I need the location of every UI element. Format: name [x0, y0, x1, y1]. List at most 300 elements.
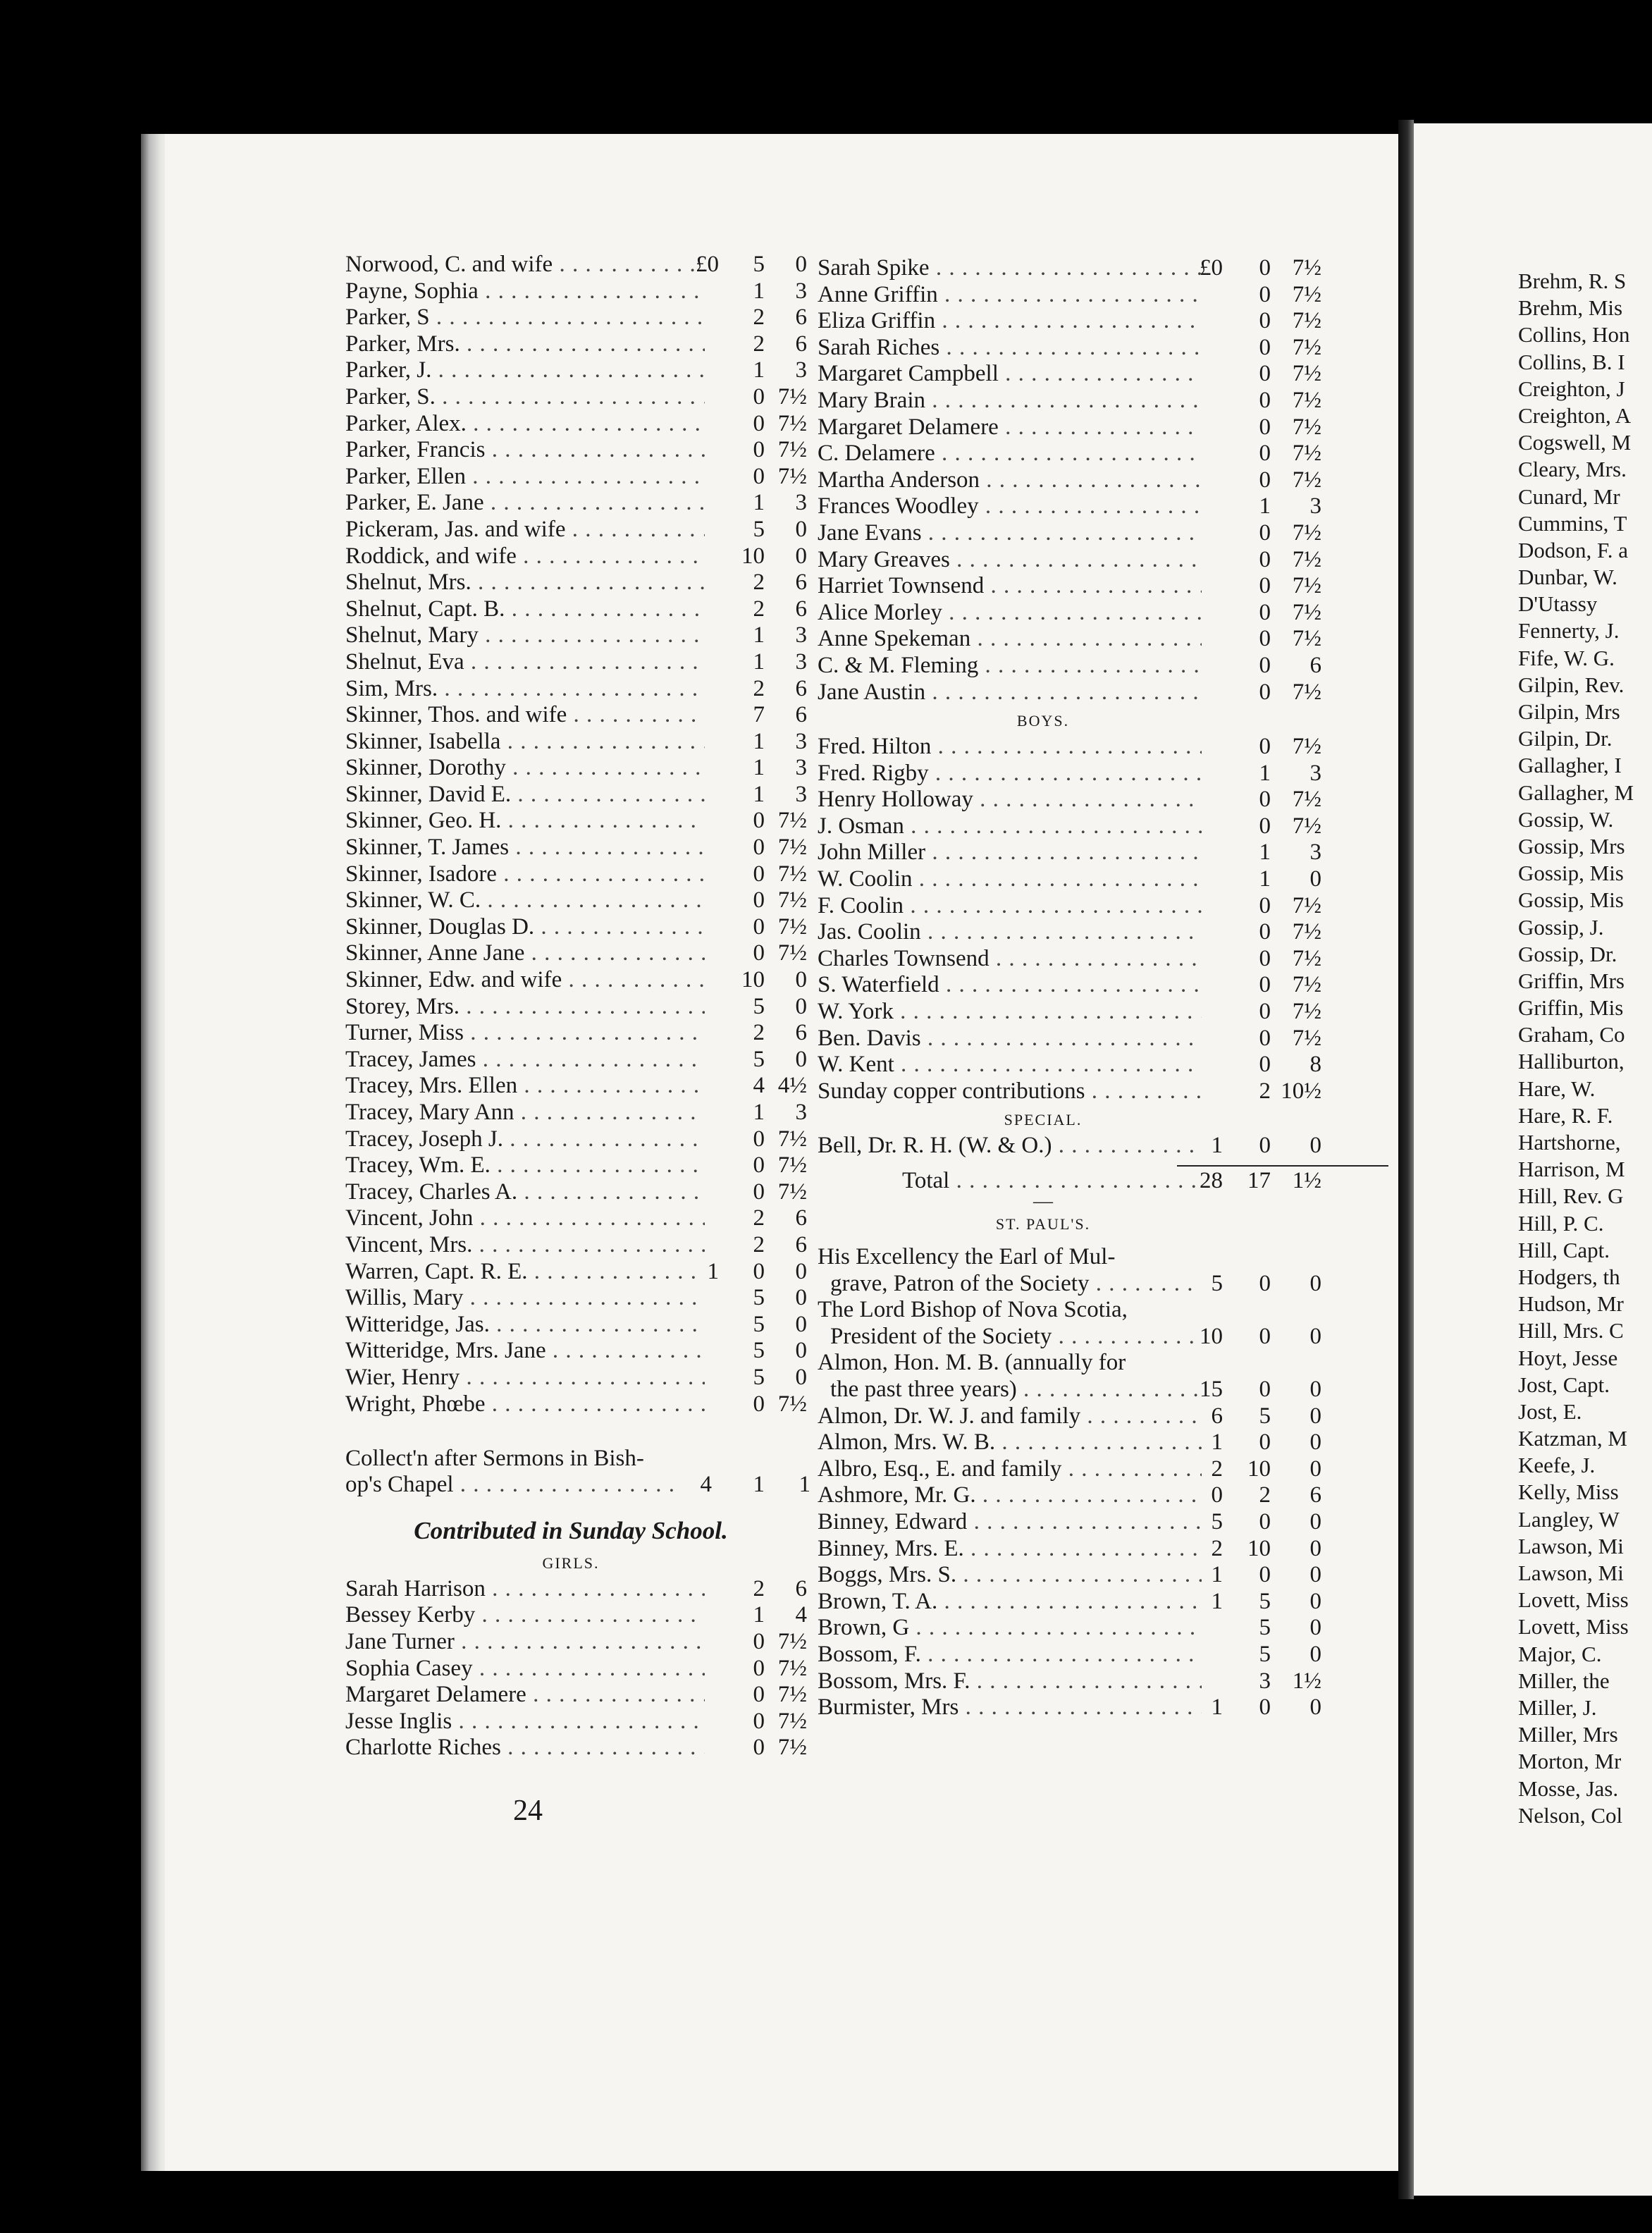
amount-pence: 0 [1309, 1429, 1321, 1456]
list-item [818, 493, 1321, 520]
sunday-school-heading: Contributed in Sunday School. [414, 1516, 728, 1544]
list-item [818, 1403, 1321, 1430]
amount-shillings: 0 [1259, 1429, 1271, 1456]
contributor-name: Fennerty, J. [1518, 618, 1620, 644]
amount-pence: 0 [795, 1046, 807, 1072]
contributor-name: Cogswell, M [1518, 430, 1632, 455]
list-item [1518, 1211, 1652, 1238]
amount-pence: 6 [795, 675, 807, 701]
contributor-name: Brehm, R. S [1518, 269, 1627, 293]
list-item [345, 887, 807, 914]
contributor-name: Tracey, Wm. E. . . . [345, 1152, 705, 1179]
list-item [345, 1602, 807, 1629]
contributor-name: Tracey, Charles A. . . . [345, 1179, 705, 1205]
right-page-column [1518, 269, 1652, 1830]
list-item [345, 1179, 807, 1206]
list-item [345, 1258, 807, 1286]
list-item [818, 1052, 1321, 1078]
contributor-name: Cunard, Mr [1518, 484, 1620, 509]
total-pounds: 28 [1200, 1168, 1223, 1193]
amount-shillings: 0 [753, 914, 765, 940]
contributor-name: Vincent, Mrs. . . . [345, 1232, 705, 1258]
amount-pence: 0 [1309, 1641, 1321, 1667]
list-item [818, 866, 1321, 893]
amount-shillings: 5 [1259, 1403, 1271, 1429]
list-item [818, 787, 1321, 813]
contributor-name: Jas. Coolin . . . [818, 919, 1202, 945]
contributor-name: Dunbar, W. [1518, 565, 1617, 590]
list-item [1518, 1480, 1652, 1506]
contributor-name: Jane Evans . . . [818, 520, 1202, 546]
list-item [345, 861, 807, 888]
contributor-name: J. Osman . . . [818, 813, 1202, 839]
amount-shillings: 0 [1259, 1270, 1271, 1296]
list-item [345, 1100, 807, 1126]
list-item [345, 648, 807, 676]
list-item [818, 387, 1321, 414]
list-item [1518, 753, 1652, 780]
amount-pence: 0 [795, 1258, 807, 1284]
list-item [1518, 350, 1652, 376]
list-item [1518, 1534, 1652, 1561]
amount-shillings: 5 [1259, 1641, 1271, 1667]
amount-pence: 7½ [1292, 734, 1321, 760]
amount-shillings: 0 [1259, 441, 1271, 467]
contributor-name: F. Coolin . . . [818, 893, 1202, 919]
amount-shillings: 0 [1259, 972, 1271, 998]
amount-pence: 7½ [1292, 626, 1321, 652]
amount-pounds: 5 [1211, 1508, 1223, 1534]
contributor-name: Hartshorne, [1518, 1130, 1621, 1155]
contributor-name: Shelnut, Eva . . . [345, 649, 705, 675]
amount-pence: 7½ [1292, 573, 1321, 599]
girls-list [345, 1575, 807, 1761]
amount-shillings: 2 [753, 304, 765, 331]
amount-pence: 7½ [777, 437, 807, 463]
amount-pence: 3 [795, 490, 807, 516]
list-item [818, 945, 1321, 973]
list-item [1518, 322, 1652, 349]
amount-pence: 7½ [1292, 467, 1321, 493]
contributor-name: W. York . . . [818, 999, 1202, 1025]
list-item [818, 1456, 1321, 1483]
contributor-name: Cleary, Mrs. [1518, 457, 1627, 482]
contributor-name: Ben. Davis . . . [818, 1026, 1202, 1052]
amount-pounds: 1 [1211, 1562, 1223, 1588]
list-item [818, 1615, 1321, 1642]
contributor-name: Griffin, Mis [1518, 995, 1624, 1021]
list-item [818, 1270, 1321, 1298]
amount-shillings: 1 [753, 490, 765, 516]
contributor-name: Hudson, Mr [1518, 1291, 1624, 1317]
contributor-name: Sophia Casey . . . [345, 1656, 705, 1682]
list-item [818, 652, 1321, 679]
amount-shillings: 0 [753, 1258, 765, 1284]
amount-shillings: 2 [753, 1020, 765, 1046]
list-item [1518, 1157, 1652, 1183]
contributor-name: Payne, Sophia . . . [345, 278, 705, 304]
list-item [1518, 834, 1652, 861]
amount-pence: 0 [1309, 1615, 1321, 1641]
list-item [818, 919, 1321, 946]
list-item [1518, 1291, 1652, 1318]
contributor-name: Skinner, Edw. and wife . . . [345, 967, 705, 993]
amount-pence: 0 [1309, 1376, 1321, 1402]
contributor-name: Miller, Mrs [1518, 1722, 1618, 1747]
amount-pence: 7½ [1292, 281, 1321, 307]
amount-shillings: 3 [1259, 1668, 1271, 1694]
amount-shillings: 5 [753, 993, 765, 1019]
list-item [818, 519, 1321, 547]
amount-pence: 7½ [777, 887, 807, 914]
contributor-name: Harrison, M [1518, 1157, 1625, 1182]
amount-shillings: 10 [1247, 1456, 1271, 1482]
contributor-name: Shelnut, Capt. B. . . . [345, 596, 705, 622]
amount-shillings: 0 [1259, 467, 1271, 493]
amount-shillings: 0 [753, 835, 765, 861]
amount-pence: 6 [795, 570, 807, 596]
list-item [1518, 1776, 1652, 1803]
list-item [818, 1429, 1321, 1456]
list-item [1518, 1614, 1652, 1641]
list-item [345, 781, 807, 808]
list-item [1518, 484, 1652, 511]
amount-pounds: 1 [1211, 1429, 1223, 1456]
amount-pence: 0 [1309, 1133, 1321, 1159]
amount-pence: 0 [1309, 1456, 1321, 1482]
contributor-name: Hill, P. C. [1518, 1210, 1604, 1236]
contributor-name: Tracey, Mrs. Ellen . . . [345, 1073, 705, 1099]
amount-pence: 7½ [1292, 787, 1321, 813]
amount-shillings: 0 [1259, 945, 1271, 971]
contributor-name: Turner, Miss . . . [345, 1020, 705, 1046]
list-item [818, 573, 1321, 600]
amount-pence: 7½ [1292, 387, 1321, 413]
list-item [818, 892, 1321, 920]
amount-shillings: 1 [753, 1472, 765, 1498]
contributor-name: Gilpin, Dr. [1518, 726, 1613, 751]
contributor-name: Brown, G . . . [818, 1615, 1202, 1641]
amount-pence: 7½ [777, 835, 807, 861]
contributor-name: Parker, Ellen . . . [345, 464, 705, 490]
contributor-name: Gallagher, I [1518, 753, 1622, 778]
amount-pounds: £0 [1200, 255, 1223, 281]
list-item [818, 441, 1321, 467]
amount-shillings: 0 [1259, 361, 1271, 387]
list-item [1518, 269, 1652, 295]
contributor-name: Anne Spekeman . . . [818, 626, 1202, 652]
special-list [818, 1133, 1321, 1159]
amount-pence: 7½ [777, 861, 807, 887]
amount-shillings: 0 [1259, 573, 1271, 599]
list-item [345, 1311, 807, 1339]
contributor-name: Binney, Edward . . . [818, 1509, 1202, 1535]
amount-pence: 8 [1309, 1052, 1321, 1078]
amount-shillings: 0 [1259, 999, 1271, 1025]
left-column [345, 252, 810, 1761]
contributor-name: C. & M. Fleming . . . [818, 653, 1202, 679]
amount-pence: 7½ [1292, 255, 1321, 281]
amount-shillings: 0 [753, 410, 765, 436]
amount-pence: 7½ [1292, 1025, 1321, 1051]
contributor-name: Gossip, W. [1518, 806, 1614, 832]
amount-pence: 3 [795, 755, 807, 781]
list-item [1518, 565, 1652, 591]
contributor-name: Hill, Capt. [1518, 1237, 1610, 1262]
contributor-name: Brehm, Mis [1518, 295, 1623, 321]
contributor-name: Boggs, Mrs. S. . . . [818, 1562, 1202, 1588]
contributor-name: Dodson, F. a [1518, 537, 1628, 562]
list-item [345, 702, 807, 729]
amount-pence: 0 [795, 252, 807, 277]
list-item [345, 675, 807, 703]
amount-pence: 7½ [777, 1708, 807, 1734]
amount-pence: 3 [795, 357, 807, 383]
amount-shillings: 2 [753, 675, 765, 701]
amount-pounds: 0 [1211, 1482, 1223, 1508]
amount-shillings: 2 [753, 570, 765, 596]
amount-shillings: 0 [1259, 1323, 1271, 1349]
amount-pence: 7½ [1292, 972, 1321, 998]
amount-pounds: 5 [1211, 1270, 1223, 1296]
list-item [818, 308, 1321, 335]
amount-shillings: 1 [1259, 493, 1271, 519]
list-item [1518, 618, 1652, 645]
amount-shillings: 1 [753, 728, 765, 754]
amount-shillings: 5 [753, 1285, 765, 1311]
amount-pence: 7½ [777, 463, 807, 489]
amount-pounds: 1 [1211, 1694, 1223, 1721]
contributor-name: Sarah Riches . . . [818, 335, 1202, 361]
contributor-name: Charlotte Riches . . . [345, 1735, 705, 1761]
amount-shillings: 0 [753, 1655, 765, 1681]
contributor-name: Collins, B. I [1518, 349, 1625, 374]
contributor-name: Lovett, Miss [1518, 1587, 1629, 1613]
amount-pence: 7½ [777, 1179, 807, 1205]
contributor-name: Wier, Henry . . . [345, 1365, 705, 1391]
amount-shillings: 0 [1259, 787, 1271, 813]
contributor-name: Mary Brain . . . [818, 388, 1202, 414]
amount-pence: 0 [795, 1364, 807, 1390]
amount-pence: 0 [795, 1311, 807, 1337]
contributor-name: Bell, Dr. R. H. (W. & O.) . . . [818, 1133, 1202, 1159]
list-item [818, 1641, 1321, 1668]
amount-shillings: 10 [741, 543, 765, 569]
amount-shillings: 0 [753, 1708, 765, 1734]
collection-line-2: op's Chapel . . . [345, 1472, 677, 1498]
amount-pence: 3 [1309, 839, 1321, 866]
middle-column [818, 255, 1321, 1721]
girls-list-continued [818, 255, 1321, 706]
list-item [1518, 968, 1652, 995]
contributor-name: Skinner, Dorothy . . . [345, 755, 705, 781]
amount-pence: 7½ [777, 1391, 807, 1417]
amount-shillings: 0 [1259, 546, 1271, 572]
contributor-name: Almon, Mrs. W. B. . . . [818, 1429, 1202, 1456]
amount-shillings: 10 [741, 967, 765, 993]
amount-shillings: 5 [753, 516, 765, 542]
contributor-name: Skinner, Isabella . . . [345, 729, 705, 755]
amount-pence: 4½ [777, 1073, 807, 1099]
contributor-name: Morton, Mr [1518, 1749, 1622, 1774]
list-item [345, 278, 807, 305]
list-item [818, 334, 1321, 362]
amount-pence: 7½ [1292, 308, 1321, 334]
contributor-name: Vincent, John . . . [345, 1205, 705, 1231]
contributor-name: Fred. Rigby . . . [818, 761, 1202, 787]
amount-shillings: 2 [753, 331, 765, 357]
list-item [1518, 672, 1652, 699]
amount-shillings: 1 [753, 278, 765, 304]
list-item [345, 1205, 807, 1232]
contributor-name: Gossip, Mis [1518, 887, 1624, 913]
list-item [1518, 295, 1652, 322]
contributor-name: Parker, Francis . . . [345, 437, 705, 463]
contributor-name: Shelnut, Mrs. . . . [345, 570, 705, 596]
list-item [1518, 726, 1652, 753]
list-item [1518, 1103, 1652, 1130]
amount-shillings: 1 [1259, 866, 1271, 892]
amount-pence: 7½ [777, 383, 807, 410]
contributor-name: Margaret Delamere . . . [818, 414, 1202, 441]
list-item [1518, 511, 1652, 538]
amount-shillings: 0 [1259, 414, 1271, 440]
amount-shillings: 0 [1259, 387, 1271, 413]
amount-shillings: 5 [1259, 1588, 1271, 1614]
list-item [345, 437, 807, 464]
entry-second-line: the past three years) . . . [830, 1377, 1202, 1403]
amount-pence: 7½ [777, 410, 807, 436]
list-item [345, 357, 807, 384]
list-item [345, 1391, 807, 1418]
amount-pence: 7½ [777, 1152, 807, 1179]
list-item [345, 543, 807, 570]
amount-pence: 3 [795, 1100, 807, 1125]
contributor-name: Norwood, C. and wife . . . [345, 252, 705, 278]
amount-shillings: 7 [753, 702, 765, 728]
amount-pence: 7½ [777, 1628, 807, 1654]
contributor-name: Gossip, Dr. [1518, 941, 1617, 966]
list-item [345, 1628, 807, 1656]
contributor-name: Parker, Alex. . . . [345, 411, 705, 437]
contributor-name: Charles Townsend . . . [818, 946, 1202, 972]
list-item [1518, 457, 1652, 484]
list-item [818, 734, 1321, 761]
list-item [1518, 887, 1652, 914]
contributor-name: Skinner, Douglas D. . . . [345, 914, 705, 940]
amount-pence: 3 [1309, 493, 1321, 519]
contributor-name: Frances Woodley . . . [818, 493, 1202, 519]
list-item [818, 1482, 1321, 1509]
list-item [818, 760, 1321, 787]
amount-shillings: 2 [753, 1231, 765, 1257]
list-item [1518, 942, 1652, 968]
contributor-name: Gossip, Mis [1518, 861, 1624, 886]
amount-pounds: 2 [1211, 1456, 1223, 1482]
special-heading: SPECIAL. [1004, 1111, 1083, 1129]
amount-pence: 1 [799, 1472, 810, 1498]
contributor-name: Ashmore, Mr. G. . . . [818, 1482, 1202, 1508]
contributor-name: Halliburton, [1518, 1049, 1625, 1074]
amount-shillings: 0 [753, 1682, 765, 1708]
amount-shillings: 1 [753, 357, 765, 383]
list-item [1518, 1238, 1652, 1265]
contributor-name: Jost, E. [1518, 1398, 1582, 1424]
list-item [345, 1338, 807, 1365]
list-item [1518, 1507, 1652, 1534]
amount-shillings: 1 [753, 648, 765, 675]
amount-shillings: 0 [753, 1391, 765, 1417]
contributor-name: Alice Morley . . . [818, 600, 1202, 626]
list-item [1518, 646, 1652, 672]
list-item [345, 1364, 807, 1391]
contributor-name: Margaret Campbell . . . [818, 361, 1202, 387]
amount-pence: 7½ [777, 1655, 807, 1681]
contributor-name: John Miller . . . [818, 839, 1202, 866]
total-label: Total . . . [902, 1168, 1198, 1194]
total-rule [1177, 1165, 1388, 1167]
contributor-name: Albro, Esq., E. and family . . . [818, 1456, 1202, 1482]
contributor-name: Griffin, Mrs [1518, 968, 1625, 993]
list-item [818, 679, 1321, 706]
list-item [1518, 1803, 1652, 1830]
total-pence: 1½ [1292, 1168, 1321, 1193]
amount-shillings: 2 [753, 1575, 765, 1601]
amount-shillings: 0 [753, 940, 765, 966]
amount-pence: 1½ [1292, 1668, 1321, 1694]
amount-shillings: 0 [1259, 734, 1271, 760]
list-item [818, 1588, 1321, 1616]
amount-shillings: 1 [753, 781, 765, 807]
contributor-name: Hill, Rev. G [1518, 1183, 1624, 1209]
st-pauls-notable-list [818, 1244, 1321, 1403]
amount-pence: 0 [1309, 1323, 1321, 1349]
amount-pence: 0 [795, 967, 807, 993]
amount-shillings: 0 [753, 861, 765, 887]
list-item [818, 1668, 1321, 1695]
amount-shillings: 0 [1259, 1133, 1271, 1159]
list-item [818, 1508, 1321, 1536]
contributor-name: Gossip, Mrs [1518, 833, 1625, 859]
contributor-name: Margaret Delamere . . . [345, 1682, 705, 1708]
contributor-name: Mosse, Jas. [1518, 1776, 1619, 1801]
list-item [1518, 1642, 1652, 1668]
amount-shillings: 5 [1259, 1615, 1271, 1641]
contributor-name: Parker, Mrs. . . . [345, 331, 705, 357]
amount-pounds: 6 [1211, 1403, 1223, 1429]
amount-shillings: 5 [753, 252, 765, 277]
contributor-name: Skinner, T. James . . . [345, 835, 705, 861]
contributor-name: Jane Turner . . . [345, 1629, 705, 1655]
contributor-name: Sunday copper contributions . . . [818, 1078, 1202, 1105]
list-item [345, 516, 807, 543]
amount-pence: 7½ [1292, 441, 1321, 467]
amount-shillings: 0 [1259, 1694, 1271, 1721]
contributor-name: Tracey, Mary Ann . . . [345, 1100, 705, 1126]
list-item [1518, 1722, 1652, 1749]
contributor-name: Wright, Phœbe . . . [345, 1391, 705, 1417]
entry-second-line: grave, Patron of the Society . . . [830, 1271, 1202, 1297]
list-item [345, 914, 807, 941]
amount-pounds: 2 [1211, 1535, 1223, 1561]
amount-pence: 7½ [1292, 599, 1321, 625]
contributor-name: W. Kent . . . [818, 1052, 1202, 1078]
amount-pence: 0 [795, 1285, 807, 1311]
list-item [345, 1285, 807, 1312]
amount-pence: 7½ [777, 914, 807, 940]
contributor-name: Hare, W. [1518, 1076, 1596, 1101]
amount-pence: 0 [1309, 1508, 1321, 1534]
